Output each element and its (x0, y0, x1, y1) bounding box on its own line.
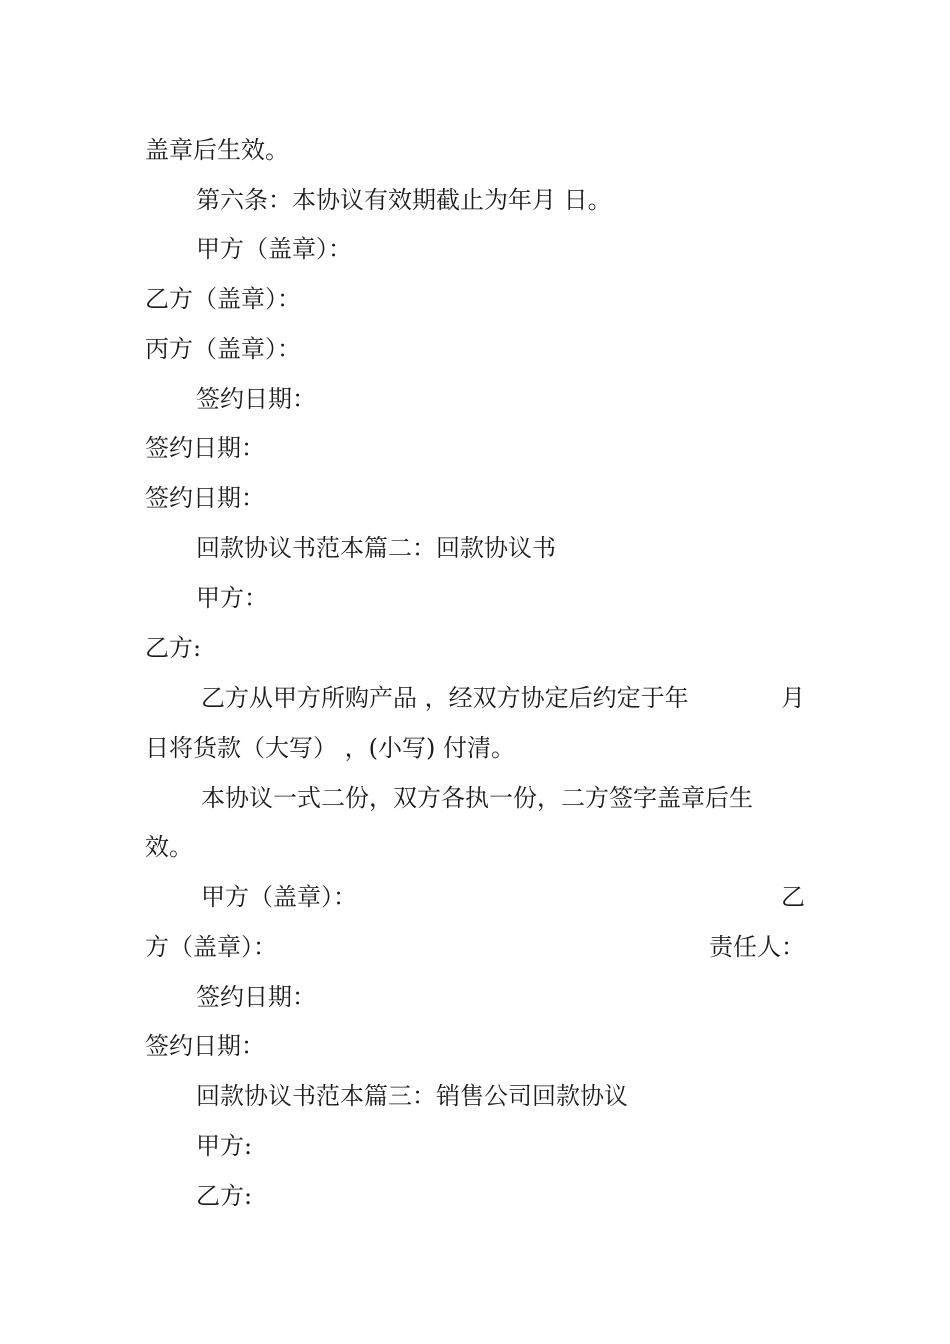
party-b-label: 乙方: (196, 1182, 253, 1210)
party-a-label: 甲方： (196, 584, 268, 612)
paragraph-line (201, 683, 805, 713)
signature-line (201, 882, 805, 912)
signing-date-label: 签约日期： (145, 434, 265, 462)
section-three-heading: 回款协议书范本篇三：销售公司回款协议 (196, 1082, 628, 1110)
paragraph-line: 日将货款（大写） ，(小写) 付清。 (145, 734, 515, 762)
responsible-person-label: 责任人： (709, 933, 805, 961)
paragraph-line: 本协议一式二份，双方各执一份，二方签字盖章后生 (201, 784, 753, 812)
party-a-seal-label: 甲方（盖章）： (201, 883, 357, 911)
paragraph-line: 效。 (145, 833, 193, 861)
section-two-heading: 回款协议书范本篇二：回款协议书 (196, 534, 556, 562)
party-c-seal-label: 丙方（盖章）： (145, 335, 301, 363)
paragraph-text: 月 (781, 684, 805, 712)
party-b-label: 乙方: (145, 634, 202, 662)
signing-date-label: 签约日期： (145, 1032, 265, 1060)
paragraph-text: 乙方从甲方所购产品 ，经双方协定后约定于年 (201, 684, 689, 712)
signing-date-label: 签约日期： (196, 385, 316, 413)
party-b-seal-label-part: 方（盖章）： (145, 933, 277, 961)
signature-line (145, 932, 805, 962)
party-b-seal-label: 乙方（盖章）： (145, 285, 301, 313)
signing-date-label: 签约日期： (145, 484, 265, 512)
party-b-seal-label-part: 乙 (781, 883, 805, 911)
article-six-line: 第六条：本协议有效期截止为年月 日。 (196, 186, 612, 214)
party-a-label: 甲方: (196, 1132, 253, 1160)
party-a-seal-label: 甲方（盖章）： (196, 235, 352, 263)
paragraph-line: 盖章后生效。 (145, 136, 289, 164)
signing-date-label: 签约日期： (196, 983, 316, 1011)
